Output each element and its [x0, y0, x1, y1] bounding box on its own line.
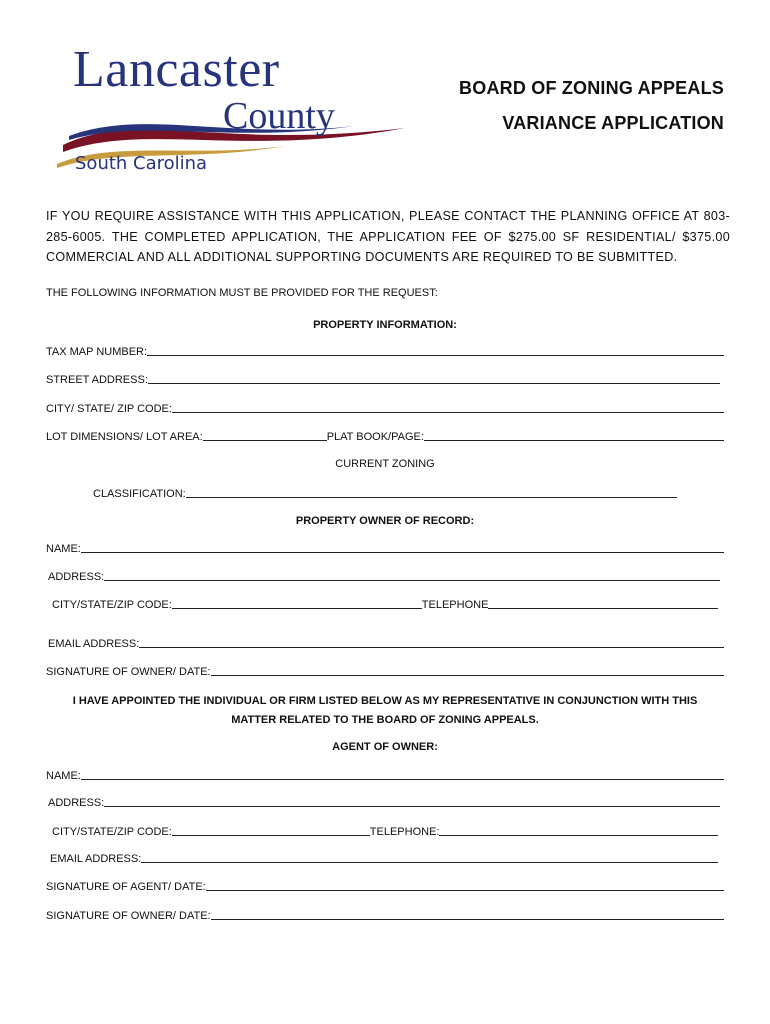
appointment-line-1: I HAVE APPOINTED THE INDIVIDUAL OR FIRM LISTED BELOW AS MY REPRESENTATIVE IN CONJUNCTION WITH THIS	[72, 695, 698, 707]
agent-city-label: CITY/STATE/ZIP CODE:	[52, 826, 172, 838]
agent-heading: AGENT OF OWNER:	[332, 741, 438, 753]
agent-email-field[interactable]	[50, 851, 718, 865]
owner-signature-field[interactable]	[46, 664, 724, 678]
street-address-label: STREET ADDRESS:	[46, 374, 148, 386]
agent-name-field[interactable]	[46, 768, 724, 782]
instruction-text: THE FOLLOWING INFORMATION MUST BE PROVIDED FOR THE REQUEST:	[46, 287, 438, 299]
appointment-line-2: MATTER RELATED TO THE BOARD OF ZONING APPEALS.	[231, 714, 539, 726]
property-city-field[interactable]	[46, 401, 724, 415]
intro-paragraph: IF YOU REQUIRE ASSISTANCE WITH THIS APPLICATION, PLEASE CONTACT THE PLANNING OFFICE AT 803-285-6005. THE COMPLETED APPLICATION, THE APPLICATION FEE OF $275.00 SF RESIDENTIAL/ $375.00 COMMERCIAL AND ALL ADDITIONAL SUPPORTING DOCUMENTS ARE REQUIRED TO BE SUBMITTED.	[46, 209, 730, 264]
tax-map-field[interactable]	[46, 344, 724, 358]
agent-telephone-label: TELEPHONE:	[369, 826, 440, 838]
owner-name-input[interactable]	[81, 541, 724, 553]
owner-signature-label: SIGNATURE OF OWNER/ DATE:	[46, 666, 211, 678]
agent-city-phone-field[interactable]	[52, 824, 718, 838]
agent-owner-signature-field[interactable]	[46, 908, 724, 922]
owner-name-field[interactable]	[46, 541, 724, 555]
owner-address-label: ADDRESS:	[48, 571, 105, 583]
owner-telephone-label: TELEPHONE	[421, 599, 489, 611]
plat-book-label: PLAT BOOK/PAGE:	[326, 431, 424, 443]
owner-email-field[interactable]	[48, 636, 724, 650]
plat-book-input[interactable]	[424, 429, 724, 441]
owner-city-label: CITY/STATE/ZIP CODE:	[52, 599, 172, 611]
county-logo	[55, 40, 415, 180]
tax-map-input[interactable]	[147, 344, 724, 356]
owner-city-input[interactable]	[172, 597, 422, 609]
agent-city-input[interactable]	[172, 824, 370, 836]
owner-heading: PROPERTY OWNER OF RECORD:	[295, 515, 475, 527]
owner-email-input[interactable]	[139, 636, 724, 648]
agent-email-label: EMAIL ADDRESS:	[50, 853, 142, 865]
agent-address-label: ADDRESS:	[48, 797, 105, 809]
owner-telephone-input[interactable]	[488, 597, 718, 609]
agent-signature-label: SIGNATURE OF AGENT/ DATE:	[46, 881, 206, 893]
lot-dimensions-label: LOT DIMENSIONS/ LOT AREA:	[46, 431, 203, 443]
agent-owner-signature-input[interactable]	[211, 908, 724, 920]
form-title: BOARD OF ZONING APPEALS	[459, 78, 724, 98]
logo-state: South Carolina	[75, 153, 208, 174]
tax-map-label: TAX MAP NUMBER:	[46, 346, 148, 358]
zoning-label-line1: CURRENT ZONING	[335, 458, 435, 470]
agent-address-field[interactable]	[48, 795, 720, 809]
form-subtitle: VARIANCE APPLICATION	[502, 113, 724, 133]
agent-email-input[interactable]	[141, 851, 718, 863]
zoning-classification-label: CLASSIFICATION:	[93, 488, 186, 500]
logo-county: County	[223, 95, 335, 137]
owner-address-input[interactable]	[104, 569, 720, 581]
appointment-statement	[60, 692, 710, 730]
logo-name: Lancaster	[73, 41, 280, 98]
agent-name-input[interactable]	[81, 768, 724, 780]
property-info-heading: PROPERTY INFORMATION:	[313, 319, 457, 331]
owner-address-field[interactable]	[48, 569, 720, 583]
property-city-input[interactable]	[172, 401, 724, 413]
agent-signature-input[interactable]	[206, 879, 724, 891]
zoning-classification-field[interactable]	[93, 486, 677, 500]
lot-dimensions-input[interactable]	[203, 429, 327, 441]
agent-name-label: NAME:	[46, 770, 81, 782]
owner-signature-input[interactable]	[211, 664, 724, 676]
street-address-field[interactable]	[46, 372, 720, 386]
owner-name-label: NAME:	[46, 543, 81, 555]
agent-telephone-input[interactable]	[439, 824, 718, 836]
owner-city-phone-field[interactable]	[52, 597, 718, 611]
lot-plat-field[interactable]	[46, 429, 724, 443]
street-address-input[interactable]	[148, 372, 720, 384]
zoning-classification-input[interactable]	[186, 486, 677, 498]
property-city-label: CITY/ STATE/ ZIP CODE:	[46, 403, 172, 415]
owner-email-label: EMAIL ADDRESS:	[48, 638, 140, 650]
agent-address-input[interactable]	[104, 795, 720, 807]
agent-owner-signature-label: SIGNATURE OF OWNER/ DATE:	[46, 910, 211, 922]
agent-signature-field[interactable]	[46, 879, 724, 893]
